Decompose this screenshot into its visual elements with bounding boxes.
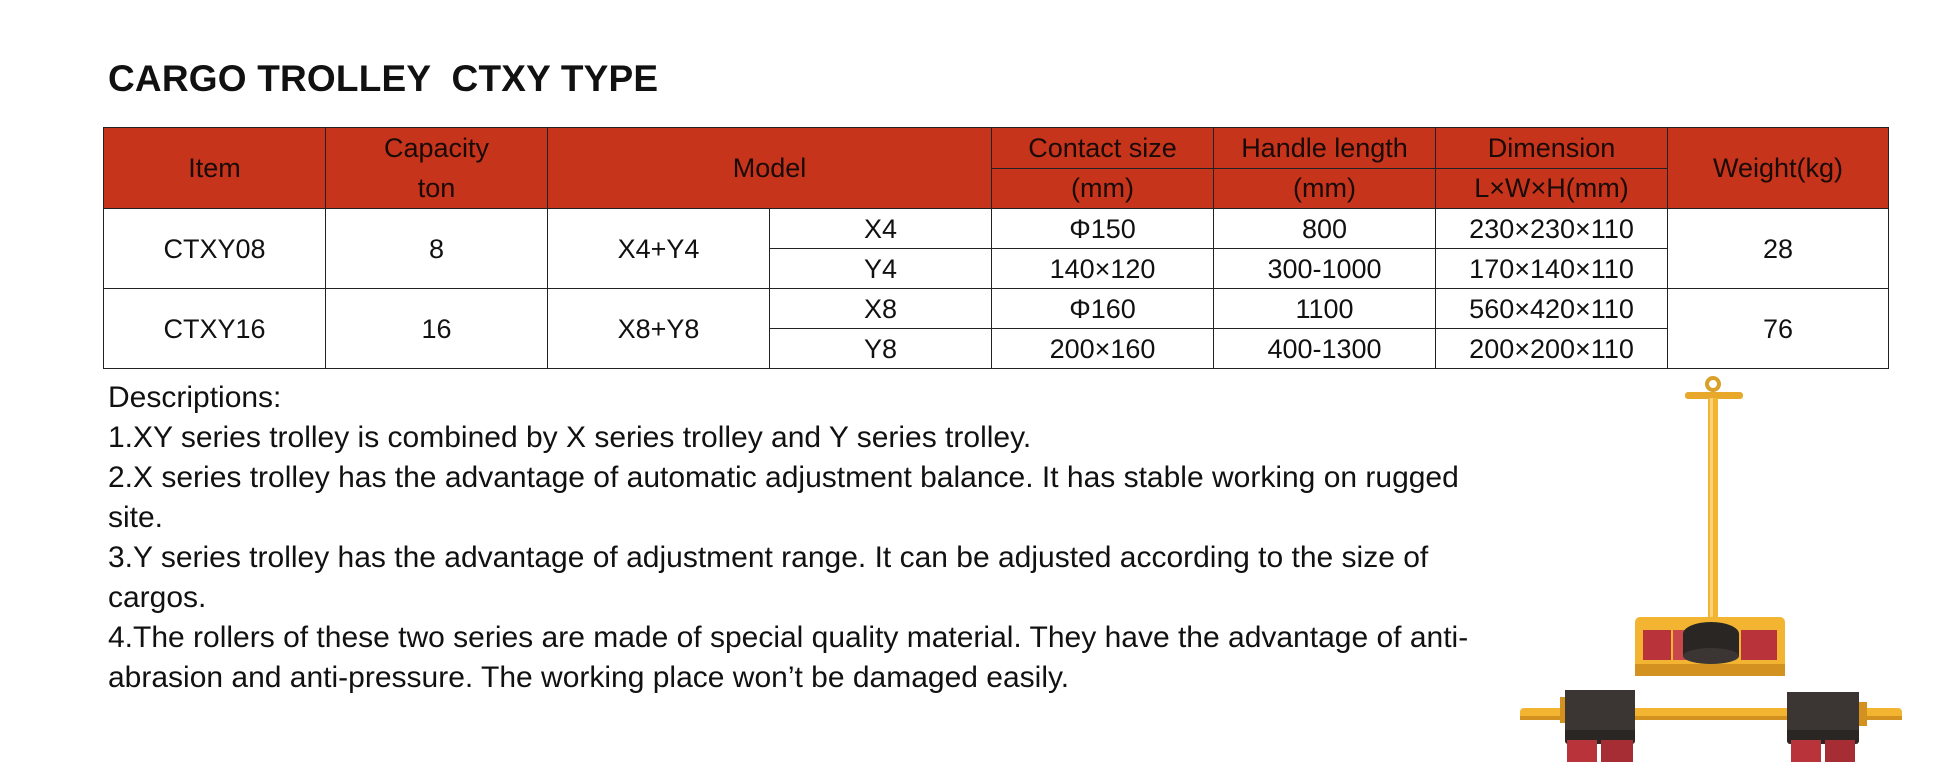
cell-sub-model: Y8 [770, 329, 992, 369]
cell-contact-size: 200×160 [992, 329, 1214, 369]
descriptions [108, 378, 1488, 698]
cell-weight: 76 [1668, 289, 1889, 369]
cell-dimension: 230×230×110 [1436, 209, 1668, 249]
header-handle-length: Handle length [1214, 128, 1436, 169]
description-item: 1.XY series trolley is combined by X series trolley and Y series trolley. [108, 421, 1032, 454]
descriptions-heading: Descriptions: [108, 381, 282, 414]
cell-model: X8+Y8 [548, 289, 770, 369]
description-item: 4.The rollers of these two series are made of special quality material. They have the advantage of anti-abrasion and anti-pressure. The working place won’t be damaged easily. [108, 621, 1469, 694]
cell-handle-length: 400-1300 [1214, 329, 1436, 369]
header-capacity [326, 128, 548, 209]
header-item: Item [104, 128, 326, 209]
header-model: Model [548, 128, 992, 209]
page-title: CARGO TROLLEY CTXY TYPE [108, 58, 659, 99]
cell-dimension: 170×140×110 [1436, 249, 1668, 289]
cell-capacity: 8 [326, 209, 548, 289]
cell-handle-length: 1100 [1214, 289, 1436, 329]
cell-contact-size: Φ150 [992, 209, 1214, 249]
table-row [104, 289, 1889, 329]
cell-dimension: 560×420×110 [1436, 289, 1668, 329]
header-contact-unit: (mm) [992, 168, 1214, 209]
header-capacity-line2: ton [417, 173, 456, 203]
cell-contact-size: Φ160 [992, 289, 1214, 329]
cell-sub-model: Y4 [770, 249, 992, 289]
cell-capacity: 16 [326, 289, 548, 369]
cell-item: CTXY16 [104, 289, 326, 369]
header-dimension: Dimension [1436, 128, 1668, 169]
header-capacity-line1: Capacity [383, 133, 490, 163]
spec-table [103, 127, 1889, 369]
cell-model: X4+Y4 [548, 209, 770, 289]
header-row [104, 128, 1889, 169]
cell-handle-length: 300-1000 [1214, 249, 1436, 289]
description-item: 2.X series trolley has the advantage of automatic adjustment balance. It has stable working on rugged site. [108, 461, 1459, 534]
cell-handle-length: 800 [1214, 209, 1436, 249]
header-dimension-unit: L×W×H(mm) [1436, 168, 1668, 209]
table-row [104, 209, 1889, 249]
cell-weight: 28 [1668, 209, 1889, 289]
header-weight: Weight(kg) [1668, 128, 1889, 209]
cell-sub-model: X8 [770, 289, 992, 329]
cell-contact-size: 140×120 [992, 249, 1214, 289]
cell-sub-model: X4 [770, 209, 992, 249]
cargo-trolley-image [1515, 372, 1905, 772]
cell-item: CTXY08 [104, 209, 326, 289]
cell-dimension: 200×200×110 [1436, 329, 1668, 369]
description-item: 3.Y series trolley has the advantage of adjustment range. It can be adjusted according to the size of cargos. [108, 541, 1429, 614]
header-handle-unit: (mm) [1214, 168, 1436, 209]
header-contact-size: Contact size [992, 128, 1214, 169]
